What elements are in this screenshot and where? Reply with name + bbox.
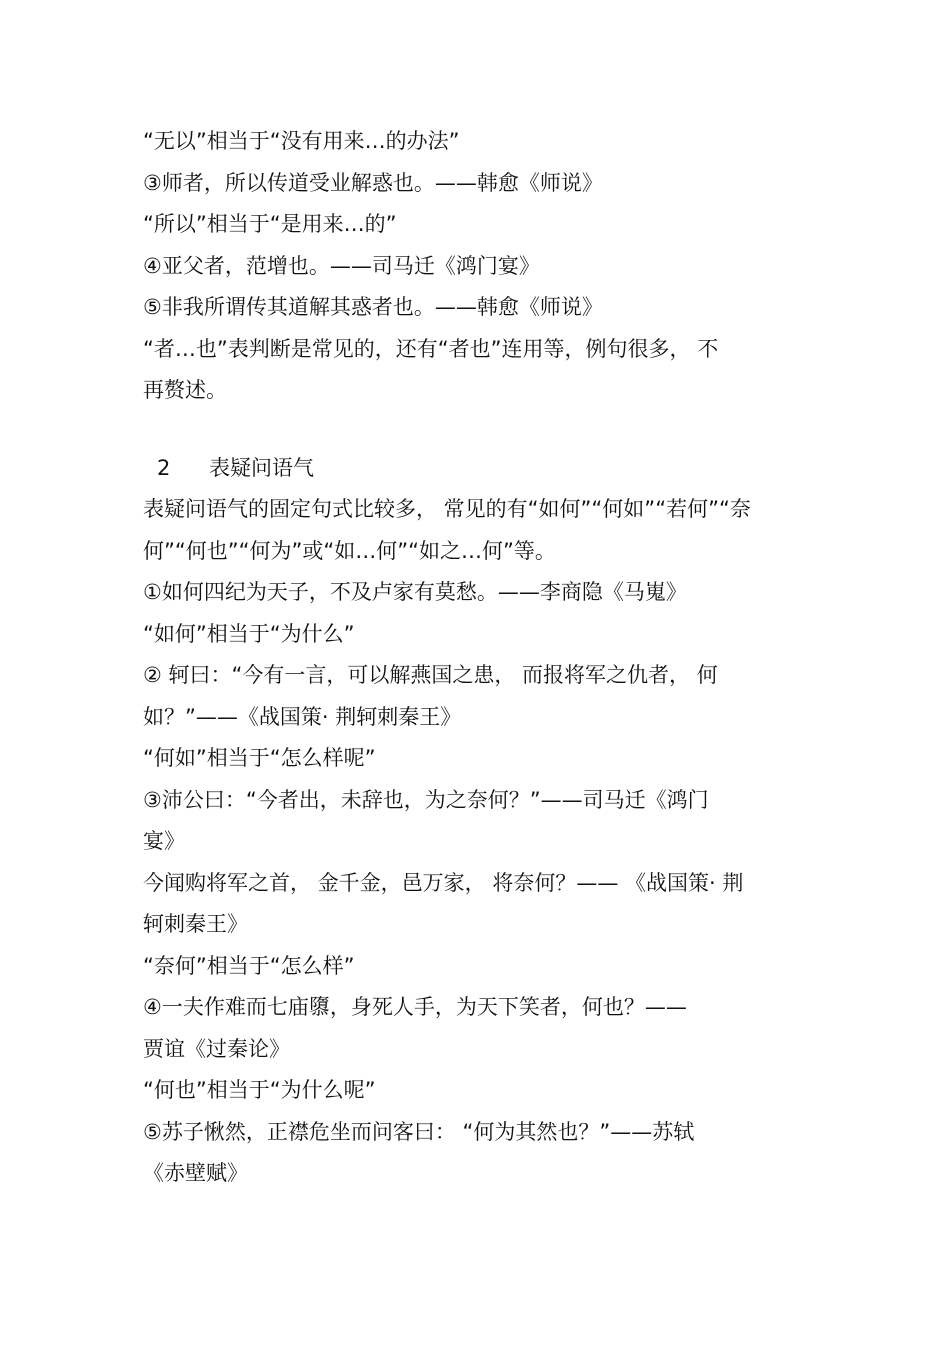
text-line: “何如”相当于“怎么样呢” <box>143 746 376 770</box>
text-line: “何也”相当于“为什么呢” <box>143 1078 376 1102</box>
text-line: ④一夫作难而七庙隳，身死人手，为天下笑者，何也？—— <box>143 995 687 1019</box>
text-line: “奈何”相当于“怎么样” <box>143 953 355 978</box>
text-line: 表疑问语气的固定句式比较多， 常见的有“如何”“何如”“若何”“奈 <box>143 497 751 521</box>
text-line: ② 轲曰：“今有一言，可以解燕国之患， 而报将军之仇者， 何 <box>143 663 718 687</box>
text-line: ③师者，所以传道受业解惑也。——韩愈《师说》 <box>143 170 603 195</box>
section-heading <box>143 448 813 490</box>
paragraph-gap <box>143 412 813 448</box>
text-line: 再赘述。 <box>143 378 227 402</box>
text-line: ③沛公曰：“今者出，未辞也，为之奈何？”——司马迁《鸿门 <box>143 787 709 812</box>
text-line: 轲刺秦王》 <box>143 912 248 936</box>
text-line: “如何”相当于“为什么” <box>143 621 355 646</box>
text-line: 今闻购将军之首， 金千金，邑万家， 将奈何？—— 《战国策· 荆 <box>143 870 744 895</box>
section-number: 2 <box>157 455 171 480</box>
text-line: 贾谊《过秦论》 <box>143 1036 290 1061</box>
text-line: 如？”——《战国策· 荆轲刺秦王》 <box>143 704 462 729</box>
text-line: 宴》 <box>143 829 185 853</box>
text-line: “无以”相当于“没有用来…的办法” <box>143 129 460 153</box>
text-line: ⑤苏子愀然，正襟危坐而问客曰： “何为其然也？”——苏轼 <box>143 1119 695 1144</box>
text-line: ⑤非我所谓传其道解其惑者也。——韩愈《师说》 <box>143 295 603 319</box>
text-line: 何”“何也”“何为”或“如…何”“如之…何”等。 <box>143 538 556 563</box>
section-title: 表疑问语气 <box>209 455 314 480</box>
text-line: “所以”相当于“是用来…的” <box>143 212 397 236</box>
text-line: ④亚父者，范增也。——司马迁《鸿门宴》 <box>143 253 540 278</box>
text-line: 《赤壁赋》 <box>143 1161 248 1185</box>
text-line: “者…也”表判断是常见的，还有“者也”连用等，例句很多， 不 <box>143 336 719 361</box>
text-line: ①如何四纪为天子，不及卢家有莫愁。——李商隐《马嵬》 <box>143 580 687 604</box>
document-body <box>143 121 813 1195</box>
